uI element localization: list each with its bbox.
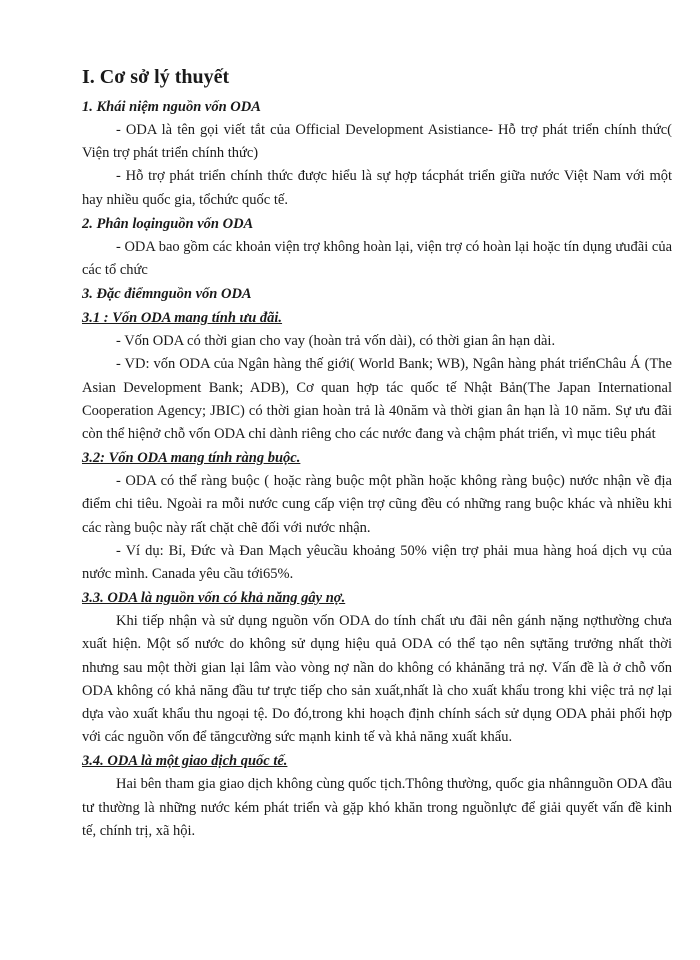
- paragraph: - ODA là tên gọi viết tắt của Official Development Asistiance- Hỗ trợ phát triển chính thức( Viện trợ phát triển chính thức): [82, 122, 672, 162]
- paragraph: - VD: vốn ODA của Ngân hàng thế giới( World Bank; WB), Ngân hàng phát triểnChâu Á (The Asian Development Bank; ADB), Cơ quan hợp tác quốc tế Nhật Bản(The Japan International Cooperation Agency; JBIC) có thời gian hoàn trả là 40năm và thời gian ân hạn là 10 năm. Sự ưu đãi còn thể hiệnở chỗ vốn ODA chỉ dành riêng cho các nước đang và chậm phát triển, vì mục tiêu phát: [82, 356, 672, 443]
- paragraph: Hai bên tham gia giao dịch không cùng quốc tịch.Thông thường, quốc gia nhânnguồn ODA đầu tư thường là những nước kém phát triển và gặp khó khăn trong nguồnlực để giải quyết vấn đề kinh tế, chính trị, xã hội.: [82, 776, 672, 839]
- section-heading-2: 2. Phân loạinguồn vốn ODA: [82, 215, 254, 232]
- paragraph: - ODA có thể ràng buộc ( hoặc ràng buộc một phần hoặc không ràng buộc) nước nhận về địa điểm chi tiêu. Ngoài ra mỗi nước cung cấp viện trợ cũng đều có những rang buộc khác và nhiều khi các ràng buộc này rất chặt chẽ đối với nước nhận.: [82, 473, 672, 536]
- subsection-heading-3-3: 3.3. ODA là nguồn vốn có khả năng gây nợ.: [82, 590, 346, 607]
- paragraph: Khi tiếp nhận và sử dụng nguồn vốn ODA do tính chất ưu đãi nên gánh nặng nợthường chưa xuất hiện. Một số nước do không sử dụng hiệu quả ODA có thể tạo nên sựtăng trưởng nhất thời nhưng sau một thời gian lại lâm vào vòng nợ nần do không có khảnăng trả nợ. Vấn đề là ở chỗ vốn ODA không có khả năng đầu tư trực tiếp cho sản xuất,nhất là cho xuất khẩu trong khi việc trả nợ lại dựa vào xuất khẩu thu ngoại tệ. Do đó,trong khi hoạch định chính sách sử dụng ODA phải phối hợp với các nguồn vốn để tăngcường sức mạnh kinh tế và khả năng xuất khẩu.: [82, 613, 672, 746]
- paragraph: - Ví dụ: Bỉ, Đức và Đan Mạch yêucầu khoảng 50% viện trợ phải mua hàng hoá dịch vụ của nước mình. Canada yêu cầu tới65%.: [82, 542, 672, 583]
- document-title: I. Cơ sở lý thuyết: [82, 66, 230, 88]
- paragraph: - ODA bao gồm các khoản viện trợ không hoàn lại, viện trợ có hoàn lại hoặc tín dụng ưuđãi của các tổ chức: [82, 238, 672, 279]
- section-heading-3: 3. Đặc điểmnguồn vốn ODA: [82, 286, 252, 303]
- subsection-heading-3-4: 3.4. ODA là một giao dịch quốc tế.: [82, 753, 288, 770]
- paragraph: - Hỗ trợ phát triển chính thức được hiểu là sự hợp tácphát triển giữa nước Việt Nam với một hay nhiều quốc gia, tổchức quốc tế.: [82, 168, 672, 208]
- subsection-heading-3-2: 3.2: Vốn ODA mang tính ràng buộc.: [82, 450, 301, 467]
- section-heading-1: 1. Khái niệm nguồn vốn ODA: [82, 99, 261, 115]
- subsection-heading-3-1: 3.1 : Vốn ODA mang tính ưu đãi.: [82, 310, 283, 327]
- paragraph: - Vốn ODA có thời gian cho vay (hoàn trả vốn dài), có thời gian ân hạn dài.: [116, 333, 556, 350]
